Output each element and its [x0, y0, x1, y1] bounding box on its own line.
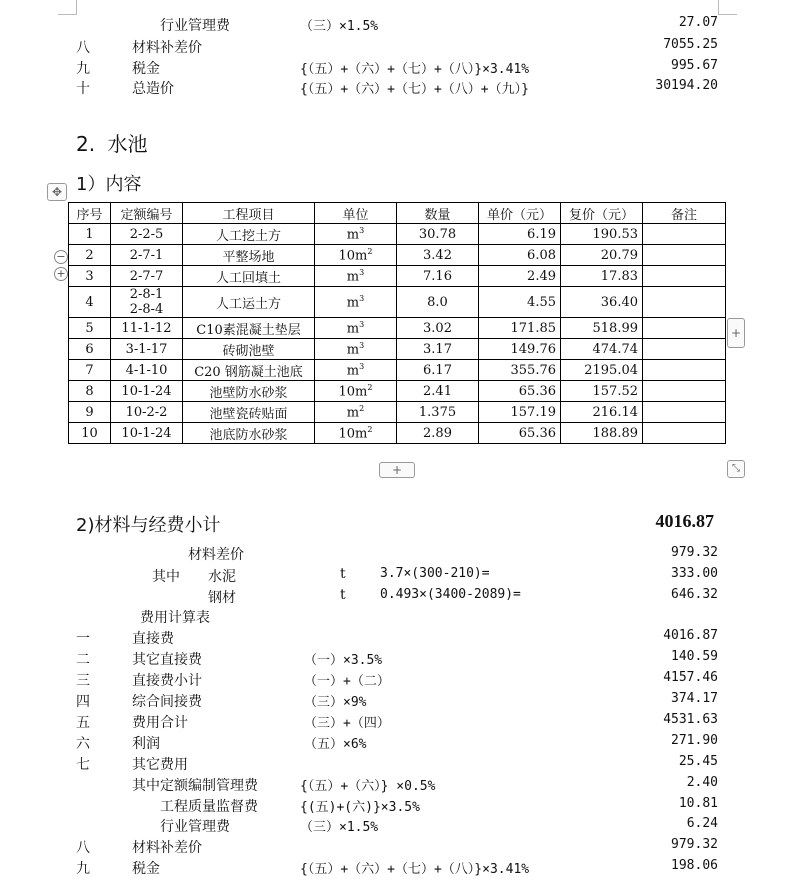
material-line-value: 333.00	[671, 566, 718, 581]
material-value: 979.32	[671, 545, 718, 560]
fee-no: 七	[76, 757, 90, 773]
fee-row	[0, 837, 794, 857]
cell-total: 17.83	[561, 266, 643, 287]
cell-unit: $m^3$	[315, 266, 397, 287]
cell-unit: $m^3$	[315, 224, 397, 245]
fee-value: 271.90	[671, 733, 718, 748]
cell-no: 9	[69, 402, 111, 423]
table-row	[69, 224, 726, 245]
top-row-value: 7055.25	[663, 37, 718, 52]
fee-value: 25.45	[678, 754, 718, 769]
cell-no: 1	[69, 224, 111, 245]
add-column-button[interactable]: +	[727, 318, 745, 348]
cell-price: 6.08	[479, 245, 561, 266]
fee-table-title: 费用计算表	[140, 610, 210, 626]
fee-formula: {(五)+(六)}×3.5%	[300, 800, 420, 815]
unit-exponent: 3	[359, 319, 365, 329]
cell-remark	[643, 287, 726, 318]
fee-name: 材料补差价	[132, 840, 202, 856]
cell-total: 188.89	[561, 423, 643, 444]
fee-value: 10.81	[678, 796, 718, 811]
cell-code	[111, 287, 183, 318]
top-row-name: 税金	[132, 61, 160, 77]
fee-value: 374.17	[671, 691, 718, 706]
fee-name: 费用合计	[132, 715, 188, 731]
table-move-handle-icon[interactable]: ✥	[47, 183, 67, 201]
cell-total: 216.14	[561, 402, 643, 423]
cell-qty: 3.17	[397, 339, 479, 360]
cell-no: 7	[69, 360, 111, 381]
fee-no: 九	[76, 861, 90, 877]
cell-remark	[643, 360, 726, 381]
fee-row	[0, 649, 794, 669]
fee-value: 4016.87	[663, 628, 718, 643]
cell-qty: 8.0	[397, 287, 479, 318]
cell-code-line: 2-8-4	[129, 302, 164, 317]
cell-price: 65.36	[479, 381, 561, 402]
cell-unit: $10m^2$	[315, 423, 397, 444]
table-row	[69, 287, 726, 318]
fee-formula: （一）+（二）	[304, 674, 390, 689]
cell-total: 518.99	[561, 318, 643, 339]
fee-row	[0, 775, 794, 795]
page-corner-mark-left	[58, 0, 77, 15]
cell-item: 人工运土方	[183, 287, 315, 318]
cell-total: 20.79	[561, 245, 643, 266]
content-title: 1）内容	[76, 174, 142, 195]
cell-code: 4-1-10	[111, 360, 183, 381]
fee-no: 三	[76, 673, 90, 689]
top-row-2	[0, 37, 794, 57]
cell-unit: $m^3$	[315, 318, 397, 339]
fee-value: 140.59	[671, 649, 718, 664]
fee-name: 利润	[132, 736, 160, 752]
header-no: 序号	[69, 203, 111, 224]
cell-price: 65.36	[479, 423, 561, 444]
material-line-value: 646.32	[671, 587, 718, 602]
cell-total: 190.53	[561, 224, 643, 245]
cell-price: 2.49	[479, 266, 561, 287]
material-unit: t	[340, 587, 346, 603]
cell-no: 10	[69, 423, 111, 444]
row-insert-icon[interactable]: +	[54, 267, 68, 281]
top-row-1	[0, 15, 794, 35]
unit-exponent: 3	[359, 293, 365, 303]
cell-price: 157.19	[479, 402, 561, 423]
fee-name: 工程质量监督费	[160, 799, 258, 815]
section-number: 2.	[76, 132, 96, 156]
fee-no: 四	[76, 694, 90, 710]
material-line-cement	[0, 566, 794, 586]
material-unit: t	[340, 566, 346, 582]
fee-row	[0, 816, 794, 836]
fee-row	[0, 712, 794, 732]
fee-name: 税金	[132, 861, 160, 877]
cell-item: 池底防水砂浆	[183, 423, 315, 444]
fee-value: 6.24	[686, 816, 718, 831]
fee-no: 八	[76, 840, 90, 856]
table-row	[69, 266, 726, 287]
header-code: 定额编号	[111, 203, 183, 224]
cell-remark	[643, 423, 726, 444]
cell-qty: 1.375	[397, 402, 479, 423]
unit-exponent: 3	[359, 361, 365, 371]
fee-formula: {（五）+（六）+（七）+（八）}×3.41%	[300, 862, 530, 877]
cell-qty: 3.42	[397, 245, 479, 266]
cell-no: 5	[69, 318, 111, 339]
table-row	[69, 339, 726, 360]
unit-exponent: 3	[359, 340, 365, 350]
top-row-value: 30194.20	[655, 78, 718, 93]
unit-exponent: 2	[367, 246, 373, 256]
fee-name: 其它直接费	[132, 652, 202, 668]
cell-no: 4	[69, 287, 111, 318]
fee-row	[0, 858, 794, 878]
header-unit: 单位	[315, 203, 397, 224]
top-row-name: 行业管理费	[160, 18, 230, 34]
fee-no: 六	[76, 736, 90, 752]
cell-qty: 3.02	[397, 318, 479, 339]
cell-code: 11-1-12	[111, 318, 183, 339]
cell-qty: 30.78	[397, 224, 479, 245]
fee-no: 五	[76, 715, 90, 731]
material-line-steel	[0, 587, 794, 607]
cell-price: 149.76	[479, 339, 561, 360]
cell-code: 2-2-5	[111, 224, 183, 245]
fee-row	[0, 754, 794, 774]
unit-exponent: 3	[359, 267, 365, 277]
subtotal-title: 2)材料与经费小计	[76, 515, 221, 536]
cell-item: 池壁瓷砖贴面	[183, 402, 315, 423]
top-row-formula: {（五）+（六）+（七）+（八）+（九）}	[300, 82, 529, 97]
fee-value: 4531.63	[663, 712, 718, 727]
top-row-4	[0, 78, 794, 98]
cell-item: C10素混凝土垫层	[183, 318, 315, 339]
cell-price: 355.76	[479, 360, 561, 381]
fee-name: 其中定额编制管理费	[132, 778, 258, 794]
cell-total: 36.40	[561, 287, 643, 318]
fee-value: 198.06	[671, 858, 718, 873]
subtotal-value: 4016.87	[655, 511, 714, 531]
table-resize-handle-icon[interactable]: ⤡	[727, 460, 745, 478]
cell-remark	[643, 381, 726, 402]
cell-code: 10-1-24	[111, 423, 183, 444]
cell-total: 474.74	[561, 339, 643, 360]
top-row-no: 十	[76, 81, 90, 97]
cell-qty: 6.17	[397, 360, 479, 381]
fee-value: 4157.46	[663, 670, 718, 685]
cell-qty: 2.41	[397, 381, 479, 402]
fee-value: 2.40	[686, 775, 718, 790]
table-row	[69, 423, 726, 444]
fee-formula: （五）×6%	[304, 737, 367, 752]
material-label: 材料差价	[188, 547, 244, 563]
fee-name: 综合间接费	[132, 694, 202, 710]
fee-formula: （三）×9%	[304, 695, 367, 710]
page-corner-mark-right	[718, 0, 737, 15]
fee-value: 979.32	[671, 837, 718, 852]
section-title: 水池	[107, 132, 148, 156]
unit-exponent: 3	[359, 225, 365, 235]
cell-item: 人工挖土方	[183, 224, 315, 245]
cell-unit: $m^3$	[315, 360, 397, 381]
fee-formula: （三）+（四）	[304, 716, 390, 731]
cell-total: 157.52	[561, 381, 643, 402]
cell-total: 2195.04	[561, 360, 643, 381]
fee-row	[0, 733, 794, 753]
cell-unit: $m^3$	[315, 287, 397, 318]
cell-remark	[643, 402, 726, 423]
fee-formula: （一）×3.5%	[304, 653, 383, 668]
cell-remark	[643, 339, 726, 360]
top-row-value: 995.67	[671, 58, 718, 73]
fee-row	[0, 670, 794, 690]
cell-item: C20 钢筋凝土池底	[183, 360, 315, 381]
fee-row	[0, 796, 794, 816]
top-row-no: 八	[76, 40, 90, 56]
unit-exponent: 2	[367, 382, 373, 392]
content-table	[68, 202, 726, 444]
fee-name: 直接费	[132, 631, 174, 647]
fee-row	[0, 691, 794, 711]
cell-item: 人工回填土	[183, 266, 315, 287]
cell-remark	[643, 266, 726, 287]
cell-item: 砖砌池壁	[183, 339, 315, 360]
material-prefix: 其中	[152, 569, 180, 585]
table-row	[69, 318, 726, 339]
header-price: 单价（元）	[479, 203, 561, 224]
top-row-name: 材料补差价	[132, 40, 202, 56]
cell-code-line: 2-8-1	[129, 287, 164, 302]
cell-item: 池壁防水砂浆	[183, 381, 315, 402]
fee-formula: {（五）+（六）} ×0.5%	[300, 779, 436, 794]
cell-item: 平整场地	[183, 245, 315, 266]
cell-no: 3	[69, 266, 111, 287]
fee-no: 一	[76, 631, 90, 647]
unit-exponent: 2	[367, 424, 373, 434]
table-row	[69, 360, 726, 381]
cell-qty: 7.16	[397, 266, 479, 287]
cell-no: 6	[69, 339, 111, 360]
cell-qty: 2.89	[397, 423, 479, 444]
material-name: 钢材	[208, 590, 236, 606]
material-calc: 0.493×(3400-2089)=	[380, 587, 521, 602]
unit-exponent: 2	[359, 403, 365, 413]
table-header-row	[69, 203, 726, 224]
header-qty: 数量	[397, 203, 479, 224]
table-row	[69, 402, 726, 423]
cell-unit: $m^2$	[315, 402, 397, 423]
cell-price: 6.19	[479, 224, 561, 245]
cell-remark	[643, 318, 726, 339]
material-calc: 3.7×(300-210)=	[380, 566, 490, 581]
fee-name: 行业管理费	[160, 819, 230, 835]
top-row-formula: （三）×1.5%	[300, 19, 379, 34]
header-total: 复价（元）	[561, 203, 643, 224]
fee-no: 二	[76, 652, 90, 668]
top-row-value: 27.07	[678, 15, 718, 30]
cell-price: 171.85	[479, 318, 561, 339]
table-row	[69, 245, 726, 266]
table-row	[69, 381, 726, 402]
top-row-formula: {（五）+（六）+（七）+（八）}×3.41%	[300, 62, 530, 77]
header-item: 工程项目	[183, 203, 315, 224]
fee-formula: （三）×1.5%	[300, 820, 379, 835]
fee-name: 直接费小计	[132, 673, 202, 689]
cell-code: 2-7-7	[111, 266, 183, 287]
section-heading	[76, 128, 147, 157]
fee-name: 其它费用	[132, 757, 188, 773]
row-delete-icon[interactable]: −	[54, 250, 68, 264]
top-row-name: 总造价	[132, 81, 174, 97]
cell-unit: $10m^2$	[315, 245, 397, 266]
cell-remark	[643, 224, 726, 245]
fee-row	[0, 628, 794, 648]
top-row-no: 九	[76, 61, 90, 77]
top-row-3	[0, 58, 794, 78]
cell-no: 2	[69, 245, 111, 266]
cell-code: 2-7-1	[111, 245, 183, 266]
header-remark: 备注	[643, 203, 726, 224]
add-row-button[interactable]: +	[379, 462, 415, 478]
cell-no: 8	[69, 381, 111, 402]
cell-code: 10-1-24	[111, 381, 183, 402]
cell-price: 4.55	[479, 287, 561, 318]
cell-code: 10-2-2	[111, 402, 183, 423]
material-name: 水泥	[208, 569, 236, 585]
cell-unit: $m^3$	[315, 339, 397, 360]
cell-code: 3-1-17	[111, 339, 183, 360]
cell-remark	[643, 245, 726, 266]
cell-unit: $10m^2$	[315, 381, 397, 402]
